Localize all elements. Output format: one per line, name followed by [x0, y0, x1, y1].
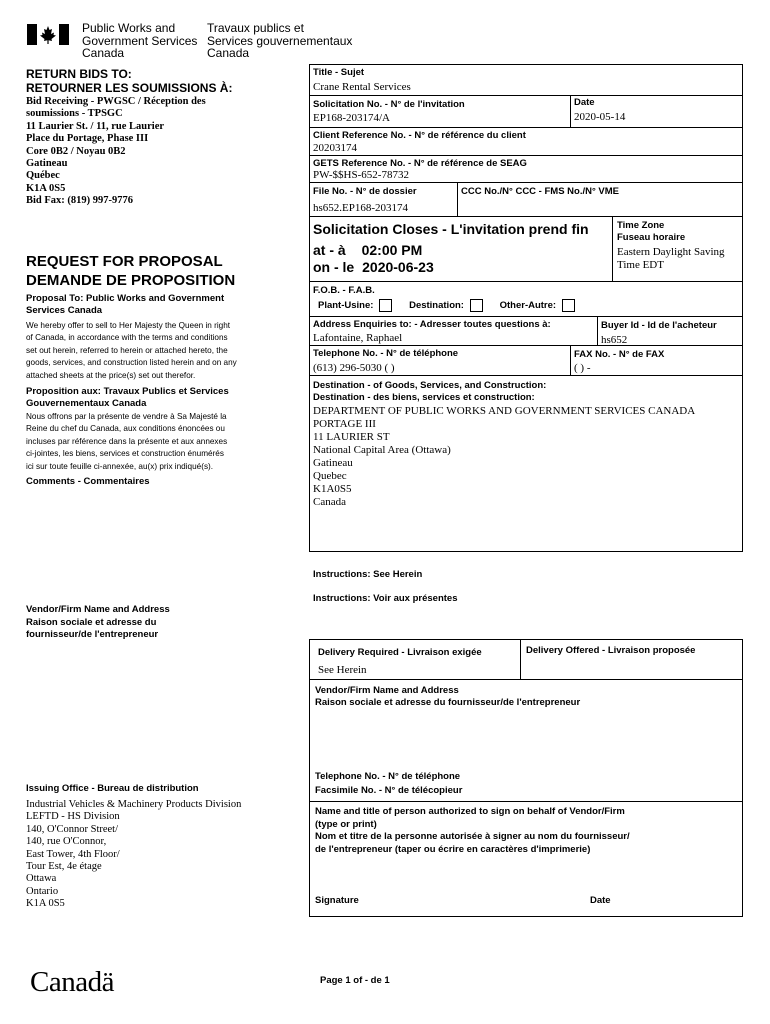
vendor-fax-label: Facsimile No. - N° de télécopieur [315, 785, 463, 796]
rfp-title-en: REQUEST FOR PROPOSAL [26, 253, 223, 270]
vendor-left-label: Vendor/Firm Name and Address Raison sociale et adresse du fournisseur/de l'entrepreneur [26, 604, 170, 640]
proposal-to-text: We hereby offer to sell to Her Majesty the Queen in right of Canada, in accordance with the terms and conditions set out herein, referred to herein or attached hereto, the goods, services, and construction listed herein and on any attached sheets at the price(s) set out therefor. [26, 321, 237, 380]
plant-checkbox[interactable] [379, 299, 392, 312]
instructions-en: Instructions: See Herein [313, 569, 423, 580]
solicitation-value: EP168-203174/A [313, 112, 390, 124]
canada-wordmark: Canadä [30, 966, 114, 998]
timezone-label-en: Time Zone [617, 220, 665, 231]
issuing-office-address: Industrial Vehicles & Machinery Products Division LEFTD - HS Division 140, O'Connor Street/ 140, rue O'Connor, East Tower, 4th Floor/ Tour Est, 4e étage Ottawa Ontario K1A 0S5 [26, 799, 242, 910]
closes-label: Solicitation Closes - L'invitation prend fin [313, 221, 589, 237]
return-bids-title-fr: RETOURNER LES SOUMISSIONS À: [26, 81, 233, 95]
date-value: 2020-05-14 [574, 111, 626, 123]
date-label: Date [574, 97, 595, 108]
delivery-required-label: Delivery Required - Livraison exigée [318, 647, 482, 658]
title-label: Title - Sujet [313, 67, 365, 78]
closing-date: 2020-06-23 [362, 259, 434, 275]
buyer-value: hs652 [601, 334, 628, 346]
client-ref-value: 20203174 [313, 142, 357, 154]
signature-label: Signature [315, 895, 359, 906]
delivery-required-value: See Herein [318, 664, 367, 676]
signature-date-label: Date [590, 895, 611, 906]
on-label [313, 259, 434, 275]
fob-label: F.O.B. - F.A.B. [313, 285, 375, 296]
on-text: on - le [313, 259, 355, 275]
title-value: Crane Rental Services [313, 81, 411, 93]
canada-flag-logo [27, 24, 69, 45]
destination-goods-label-en: Destination - of Goods, Services, and Construction: [313, 380, 547, 391]
gets-label: GETS Reference No. - N° de référence de SEAG [313, 158, 527, 169]
comments-label: Comments - Commentaires [26, 476, 150, 487]
page-number: Page 1 of - de 1 [320, 975, 390, 986]
proposal-to-label: Proposal To: Public Works and Government Services Canada [26, 293, 225, 316]
destination-checkbox[interactable] [470, 299, 483, 312]
issuing-office-label: Issuing Office - Bureau de distribution [26, 783, 199, 794]
ccc-label: CCC No./N° CCC - FMS No./N° VME [461, 186, 620, 197]
fob-options [318, 299, 589, 312]
delivery-offered-label: Delivery Offered - Livraison proposée [526, 645, 696, 656]
authorized-signer-label: Name and title of person authorized to sign on behalf of Vendor/Firm (type or print) Nom et titre de la personne autorisée à signer au nom du fournisseur/ de l'entrepreneur (taper ou écrire en caractères d'imprimerie) [315, 806, 630, 855]
at-text: at - à [313, 242, 346, 258]
department-name-fr: Travaux publics et Services gouvernementaux Canada [207, 21, 353, 60]
vendor-label-en: Vendor/Firm Name and Address [315, 685, 459, 696]
address-enquiries-value: Lafontaine, Raphael [313, 332, 403, 344]
address-enquiries-label: Address Enquiries to: - Adresser toutes questions à: [313, 319, 551, 330]
vendor-label-fr: Raison sociale et adresse du fournisseur/de l'entrepreneur [315, 697, 581, 708]
plant-label: Plant-Usine: [318, 300, 374, 312]
destination-label: Destination: [409, 300, 464, 312]
department-name-en: Public Works and Government Services Canada [82, 21, 198, 60]
proposition-text: Nous offrons par la présente de vendre à Sa Majesté la Reine du chef du Canada, aux conditions énoncées ou incluses par référence dans la présente et aux annexes ci-jointes, les biens, services et construction énumérés ici sur toute feuille ci-annexée, au(x) prix indiqué(s). [26, 412, 228, 471]
destination-address: DEPARTMENT OF PUBLIC WORKS AND GOVERNMENT SERVICES CANADA PORTAGE III 11 LAURIER ST National Capital Area (Ottawa) Gatineau Quebec K1A0S5 Canada [313, 405, 696, 508]
fax-value: ( ) - [574, 362, 591, 374]
buyer-label: Buyer Id - Id de l'acheteur [601, 320, 717, 331]
gets-value: PW-$$HS-652-78732 [313, 169, 409, 181]
proposition-label: Proposition aux: Travaux Publics et Services Gouvernementaux Canada [26, 386, 229, 409]
at-label [313, 242, 422, 258]
destination-goods-label-fr: Destination - des biens, services et construction: [313, 392, 535, 403]
timezone-label-fr: Fuseau horaire [617, 232, 686, 243]
telephone-label: Telephone No. - N° de téléphone [313, 348, 459, 359]
rfp-title-fr: DEMANDE DE PROPOSITION [26, 272, 236, 289]
other-label: Other-Autre: [499, 300, 557, 312]
solicitation-label: Solicitation No. - N° de l'invitation [313, 99, 465, 110]
timezone-value: Eastern Daylight Saving Time EDT [617, 246, 725, 271]
return-bids-address: Bid Receiving - PWGSC / Réception des soumissions - TPSGC 11 Laurier St. / 11, rue Laurier Place du Portage, Phase III Core 0B2 / Noyau 0B2 Gatineau Québec K1A 0S5 Bid Fax: (819) 997-9776 [26, 96, 206, 207]
telephone-value: (613) 296-5030 ( ) [313, 362, 395, 374]
file-label: File No. - N° de dossier [313, 186, 417, 197]
fax-label: FAX No. - N° de FAX [574, 349, 665, 360]
vendor-telephone-label: Telephone No. - N° de téléphone [315, 771, 461, 782]
file-value: hs652.EP168-203174 [313, 202, 409, 214]
instructions-fr: Instructions: Voir aux présentes [313, 593, 458, 604]
other-checkbox[interactable] [562, 299, 575, 312]
flag-icon [27, 24, 69, 45]
client-ref-label: Client Reference No. - N° de référence du client [313, 130, 526, 141]
return-bids-title-en: RETURN BIDS TO: [26, 67, 132, 81]
closing-time: 02:00 PM [361, 242, 423, 258]
